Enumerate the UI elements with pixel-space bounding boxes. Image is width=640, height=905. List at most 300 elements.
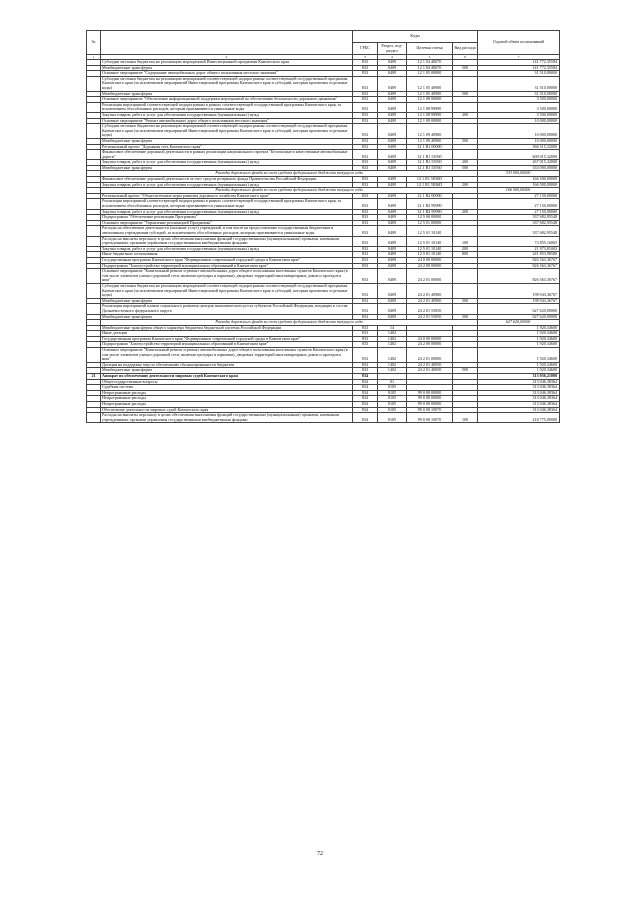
cell-amount: 627 620,00000 xyxy=(478,320,560,326)
cell-razdel: 0409 xyxy=(378,71,407,77)
cell-vid xyxy=(453,304,478,314)
cell-csr: 12 1 R1 53930 xyxy=(407,150,453,160)
cell-amount: 313 046,38364 xyxy=(478,407,560,413)
cell-grbs: 833 xyxy=(353,263,378,269)
cell-csr: 12 1 R1 00000 xyxy=(407,144,453,150)
header-index: 5 xyxy=(407,55,453,60)
cell-grbs: 833 xyxy=(353,331,378,337)
cell-vid: 500 xyxy=(453,165,478,171)
cell-name: Расходы на выплаты персоналу в целях обеспечения выполнения функций государственными (муниципальными) органами, казенными учреждениями, органами управления государственными внебюджетными фондами xyxy=(101,413,353,423)
budget-table-sheet xyxy=(86,30,559,423)
cell-name: Основное мероприятие "Обеспечение информационной поддержки мероприятий по обеспечению безопасности дорожного движения" xyxy=(101,97,353,103)
cell-razdel: 0409 xyxy=(378,144,407,150)
cell-csr: 12 1 R1 53930 xyxy=(407,165,453,171)
cell-csr: 12 1 05 40900 xyxy=(407,76,453,91)
cell-razdel: 1402 xyxy=(378,368,407,374)
cell-grbs: 833 xyxy=(353,257,378,263)
cell-csr: 12 1 R1 5836D xyxy=(407,182,453,188)
cell-razdel: 0409 xyxy=(378,298,407,304)
table-row xyxy=(87,348,560,363)
header-index: 1 xyxy=(87,55,101,60)
cell-name: Реализация мероприятий планов социального развития центров экономического роста субъектов Российской Федерации, входящих в состав Дальневосточного федерального округа xyxy=(101,304,353,314)
header-number: № xyxy=(87,31,101,55)
cell-amount: 313 046,38364 xyxy=(478,396,560,402)
cell-amount: 1 920,34600 xyxy=(478,368,560,374)
cell-csr: 99 0 00 00000 xyxy=(407,396,453,402)
cell-grbs: 833 xyxy=(353,91,378,97)
cell-vid: 100 xyxy=(453,413,478,423)
table-row xyxy=(87,102,560,112)
cell-razdel: 1402 xyxy=(378,362,407,368)
cell-vid: 200 xyxy=(453,182,478,188)
cell-vid: 200 xyxy=(453,160,478,166)
cell-csr: 12 1 R2 99990 xyxy=(407,209,453,215)
cell-amount: 27 150,00000 xyxy=(478,209,560,215)
cell-name: Межбюджетные трансферты xyxy=(101,138,353,144)
cell-number xyxy=(87,102,101,112)
cell-csr: 12 1 R1 53930 xyxy=(407,160,453,166)
cell-vid xyxy=(453,150,478,160)
cell-number xyxy=(87,199,101,209)
cell-number xyxy=(87,226,101,236)
cell-grbs: 834 xyxy=(353,413,378,423)
cell-razdel: 1402 xyxy=(378,342,407,348)
cell-grbs: 833 xyxy=(353,215,378,221)
cell-name: Дотации на поддержку мер по обеспечению сбалансированности бюджетов xyxy=(101,362,353,368)
cell-razdel: 0409 xyxy=(378,215,407,221)
cell-razdel: 0409 xyxy=(378,257,407,263)
table-row xyxy=(87,283,560,298)
cell-amount: 313 046,38364 xyxy=(478,402,560,408)
cell-razdel: 0409 xyxy=(378,138,407,144)
cell-grbs: 833 xyxy=(353,71,378,77)
cell-vid xyxy=(453,348,478,363)
cell-vid xyxy=(453,102,478,112)
cell-razdel: 0409 xyxy=(378,150,407,160)
cell-name: Межбюджетные трансферты xyxy=(101,298,353,304)
cell-razdel: 0409 xyxy=(378,112,407,118)
cell-amount: 141 772,35584 xyxy=(478,65,560,71)
cell-name: Реализация мероприятий соответствующей подпрограммы в рамках соответствующей государственной программы Камчатского края, за исключением обособленных расходов, которым присваиваются уникальные коды xyxy=(101,102,353,112)
cell-amount: 337 682,95548 xyxy=(478,226,560,236)
cell-grbs: 833 xyxy=(353,60,378,66)
cell-grbs: 833 xyxy=(353,236,378,246)
cell-razdel: 0409 xyxy=(378,124,407,139)
cell-grbs: 833 xyxy=(353,342,378,348)
cell-name: Расходы на выплаты персоналу в целях обеспечения выполнения функций государственными (муниципальными) органами, казенными учреждениями, органами управления государственными внебюджетными фондами xyxy=(101,236,353,246)
cell-name: Аппарат по обеспечению деятельности мировых судей Камчатского края xyxy=(101,374,353,380)
cell-grbs: 833 xyxy=(353,246,378,252)
cell-vid xyxy=(453,124,478,139)
cell-vid xyxy=(453,283,478,298)
cell-grbs: 833 xyxy=(353,252,378,258)
cell-grbs: 834 xyxy=(353,379,378,385)
cell-vid: 500 xyxy=(453,314,478,320)
cell-name: Основное мероприятие "Капитальный ремонт и ремонт автомобильных дорог общего пользования населенных пунктов Камчатского края (в том числе элементов улично-дорожной сети, включая тротуары и парковки), дворовых территорий многоквартирных домов и проездов к ним" xyxy=(101,348,353,363)
cell-name: Закупка товаров, работ и услуг для обеспечения государственных (муниципальных) нужд xyxy=(101,246,353,252)
cell-grbs: 833 xyxy=(353,220,378,226)
cell-number xyxy=(87,304,101,314)
cell-name: Субсидии местным бюджетам на реализацию мероприятий соответствующей подпрограммы соответствующей государственной программы Камчатского края (за исключением мероприятий Инвестиционной программы Камчатского края и субсидий, которым присвоены отдельные коды) xyxy=(101,76,353,91)
cell-number: 21 xyxy=(87,374,101,380)
cell-grbs: 833 xyxy=(353,182,378,188)
cell-razdel: 0409 xyxy=(378,65,407,71)
cell-grbs: 833 xyxy=(353,348,378,363)
header-grbs: ГРБС xyxy=(353,43,378,55)
cell-amount: 627 620,00000 xyxy=(478,304,560,314)
cell-grbs: 833 xyxy=(353,112,378,118)
cell-name: Межбюджетные трансферты xyxy=(101,65,353,71)
cell-amount: 3 500,00000 xyxy=(478,112,560,118)
cell-note: Расходы дорожного фонда за счет средств федерального бюджета текущего года xyxy=(101,171,478,177)
cell-csr: 12 5 01 00000 xyxy=(407,220,453,226)
cell-amount: 1 920,34600 xyxy=(478,348,560,363)
cell-csr: 12 5 01 10140 xyxy=(407,252,453,258)
cell-amount: 1 920,34600 xyxy=(478,342,560,348)
header-index: 3 xyxy=(353,55,378,60)
cell-name: Субсидии местным бюджетам на реализацию мероприятий Инвестиционной программы Камчатского края xyxy=(101,60,353,66)
cell-amount: 21 973,81003 xyxy=(478,246,560,252)
cell-grbs: 833 xyxy=(353,336,378,342)
cell-amount: 31 510,00000 xyxy=(478,91,560,97)
cell-csr: 24 2 01 40050 xyxy=(407,368,453,374)
cell-razdel: 0409 xyxy=(378,60,407,66)
cell-csr: 12 1 08 99990 xyxy=(407,102,453,112)
cell-grbs: 833 xyxy=(353,209,378,215)
cell-amount: 627 620,00000 xyxy=(478,314,560,320)
cell-csr: 12 1 09 40900 xyxy=(407,138,453,144)
cell-razdel: 0105 xyxy=(378,396,407,402)
cell-name: Расходы на обеспечение деятельности (оказание услуг) учреждений, в том числе на предоставление государственным бюджетным и автономным учреждениям субсидий, за исключением обособленных расходов, которым присваиваются уникальные коды xyxy=(101,226,353,236)
cell-name: Основное мероприятие "Содержание автомобильных дорог общего пользования местного значения" xyxy=(101,71,353,77)
cell-amount: 241 853,98580 xyxy=(478,252,560,258)
cell-number xyxy=(87,76,101,91)
cell-razdel: 0409 xyxy=(378,226,407,236)
cell-razdel: 0409 xyxy=(378,193,407,199)
cell-csr: 24 2 00 00000 xyxy=(407,342,453,348)
header-csr: Целевая статья xyxy=(407,43,453,55)
cell-grbs: 833 xyxy=(353,160,378,166)
cell-amount: 313 056,21000 xyxy=(478,374,560,380)
cell-grbs: 833 xyxy=(353,124,378,139)
cell-vid: 200 xyxy=(453,112,478,118)
cell-amount: 3 500,00000 xyxy=(478,102,560,112)
cell-amount: 313 046,38364 xyxy=(478,379,560,385)
cell-csr: 12 1 05 40900 xyxy=(407,91,453,97)
cell-razdel: 0409 xyxy=(378,314,407,320)
cell-amount: 10 000,00000 xyxy=(478,124,560,139)
cell-amount: 198 943,36767 xyxy=(478,298,560,304)
cell-grbs: 833 xyxy=(353,314,378,320)
cell-grbs: 833 xyxy=(353,150,378,160)
cell-amount: 166 500,00000 xyxy=(478,182,560,188)
cell-grbs: 833 xyxy=(353,325,378,331)
cell-name: Региональный проект "Общесистемные меры развития дорожного хозяйства Камчатского края" xyxy=(101,193,353,199)
cell-razdel: 0409 xyxy=(378,252,407,258)
cell-csr: 12 1 09 40900 xyxy=(407,124,453,139)
cell-amount: 27 150,00000 xyxy=(478,199,560,209)
cell-razdel: 0105 xyxy=(378,390,407,396)
cell-razdel: 14 xyxy=(378,325,407,331)
cell-csr: 24 2 01 55050 xyxy=(407,304,453,314)
cell-name: Закупка товаров, работ и услуг для обеспечения государственных (муниципальных) нужд xyxy=(101,112,353,118)
cell-csr: 99 0 00 00000 xyxy=(407,402,453,408)
cell-csr: 24 2 01 00000 xyxy=(407,348,453,363)
cell-amount: 218 775,00000 xyxy=(478,413,560,423)
cell-note: Расходы дорожного фонда за счет средств федерального бюджета текущего года xyxy=(101,188,478,194)
cell-csr: 99 0 00 10070 xyxy=(407,413,453,423)
cell-razdel: 1402 xyxy=(378,348,407,363)
cell-razdel: 01 xyxy=(378,379,407,385)
cell-name: Финансовое обеспечение дорожной деятельности в рамках реализации национального проекта "Безопасные и качественные автомобильные дороги" xyxy=(101,150,353,160)
cell-vid xyxy=(453,76,478,91)
cell-grbs: 833 xyxy=(353,199,378,209)
cell-amount: 10 000,00000 xyxy=(478,138,560,144)
cell-amount: 166 500,00000 xyxy=(478,188,560,194)
cell-name: Обеспечение деятельности мировых судей Камчатского края xyxy=(101,407,353,413)
header-codes: Коды xyxy=(353,31,478,43)
cell-razdel: 0409 xyxy=(378,209,407,215)
cell-vid: 500 xyxy=(453,91,478,97)
cell-name: Непрограммные расходы xyxy=(101,402,353,408)
cell-razdel: 0105 xyxy=(378,407,407,413)
cell-amount: 600 015,32000 xyxy=(478,150,560,160)
cell-amount: 31 510,00000 xyxy=(478,71,560,77)
cell-name: Подпрограмма "Благоустройство территорий муниципальных образований в Камчатском крае" xyxy=(101,263,353,269)
cell-amount: 10 000,00000 xyxy=(478,118,560,124)
cell-grbs: 834 xyxy=(353,407,378,413)
cell-vid: 200 xyxy=(453,246,478,252)
cell-number xyxy=(87,413,101,423)
cell-number xyxy=(87,269,101,284)
cell-number xyxy=(87,283,101,298)
cell-csr: 24 2 00 00000 xyxy=(407,263,453,269)
cell-name: Закупка товаров, работ и услуг для обеспечения государственных (муниципальных) нужд xyxy=(101,209,353,215)
cell-amount: 826 563,36767 xyxy=(478,257,560,263)
cell-vid: 200 xyxy=(453,209,478,215)
cell-csr: 24 2 01 55050 xyxy=(407,314,453,320)
header-name xyxy=(101,31,353,55)
header-razdel: Раздел, под-раздел xyxy=(378,43,407,55)
cell-amount: 27 150,00000 xyxy=(478,193,560,199)
cell-name: Межбюджетные трансферты xyxy=(101,314,353,320)
cell-amount: 141 772,35584 xyxy=(478,60,560,66)
table-row xyxy=(87,304,560,314)
table-row xyxy=(87,150,560,160)
cell-razdel: 0409 xyxy=(378,97,407,103)
cell-name: Субсидии местным бюджетам на реализацию мероприятий соответствующей подпрограммы соответствующей государственной программы Камчатского края (за исключением мероприятий Инвестиционной программы Камчатского края и субсидий, которым присвоены отдельные коды) xyxy=(101,283,353,298)
cell-name: Реализация мероприятий соответствующей подпрограммы в рамках соответствующей государственной программы Камчатского края, за исключением обособленных расходов, которым присваиваются уникальные коды xyxy=(101,199,353,209)
cell-grbs: 834 xyxy=(353,374,378,380)
cell-grbs: 833 xyxy=(353,304,378,314)
cell-vid: 500 xyxy=(453,368,478,374)
cell-csr: 12 1 R1 5836D xyxy=(407,177,453,183)
cell-csr: 12 1 08 99990 xyxy=(407,112,453,118)
cell-grbs: 834 xyxy=(353,385,378,391)
cell-amount: 1 920,34600 xyxy=(478,362,560,368)
table-row xyxy=(87,124,560,139)
cell-name: Судебная система xyxy=(101,385,353,391)
cell-grbs: 833 xyxy=(353,283,378,298)
cell-amount: 826 563,36767 xyxy=(478,263,560,269)
cell-grbs: 833 xyxy=(353,144,378,150)
cell-razdel: 1402 xyxy=(378,331,407,337)
cell-razdel: 0409 xyxy=(378,91,407,97)
cell-amount: 73 855,16065 xyxy=(478,236,560,246)
cell-razdel: 0409 xyxy=(378,118,407,124)
cell-grbs: 833 xyxy=(353,362,378,368)
cell-name: Межбюджетные трансферты xyxy=(101,368,353,374)
cell-amount: 267 015,32000 xyxy=(478,160,560,166)
cell-name: Иные дотации xyxy=(101,331,353,337)
cell-grbs: 834 xyxy=(353,402,378,408)
table-row xyxy=(87,226,560,236)
header-index: 4 xyxy=(378,55,407,60)
cell-razdel: 0105 xyxy=(378,402,407,408)
cell-razdel: 1402 xyxy=(378,336,407,342)
cell-name: Непрограммные расходы xyxy=(101,396,353,402)
cell-name: Общегосударственные вопросы xyxy=(101,379,353,385)
cell-name: Основное мероприятие "Капитальный ремонт и ремонт автомобильных дорог общего пользования населенных пунктов Камчатского края (в том числе элементов улично-дорожной сети, включая тротуары и парковки), дворовых территорий многоквартирных домов и проездов к ним" xyxy=(101,269,353,284)
cell-razdel: 0409 xyxy=(378,269,407,284)
cell-grbs: 833 xyxy=(353,177,378,183)
cell-vid: 500 xyxy=(453,138,478,144)
cell-razdel: 0409 xyxy=(378,160,407,166)
cell-razdel: 0409 xyxy=(378,102,407,112)
page-number: 72 xyxy=(317,851,323,857)
cell-grbs: 833 xyxy=(353,193,378,199)
cell-razdel: 0105 xyxy=(378,413,407,423)
table-header xyxy=(87,31,560,60)
cell-razdel: 0409 xyxy=(378,236,407,246)
cell-csr: 12 1 08 00000 xyxy=(407,97,453,103)
cell-grbs: 833 xyxy=(353,165,378,171)
cell-csr: 24 2 01 40050 xyxy=(407,362,453,368)
cell-name: Подпрограмма "Обеспечение реализации Программы" xyxy=(101,215,353,221)
cell-amount: 337 682,95548 xyxy=(478,220,560,226)
budget-table xyxy=(86,30,560,423)
cell-grbs: 833 xyxy=(353,76,378,91)
cell-razdel: 0409 xyxy=(378,304,407,314)
table-row xyxy=(87,269,560,284)
table-row xyxy=(87,413,560,423)
cell-amount: 1 920,34600 xyxy=(478,336,560,342)
cell-amount: 366 515,32000 xyxy=(478,144,560,150)
cell-vid xyxy=(453,199,478,209)
cell-amount: 333 000,00000 xyxy=(478,165,560,171)
cell-razdel: 0409 xyxy=(378,283,407,298)
cell-grbs: 833 xyxy=(353,102,378,112)
cell-amount: 31 510,00000 xyxy=(478,76,560,91)
cell-amount: 826 563,36767 xyxy=(478,269,560,284)
cell-csr: 12 1 09 00000 xyxy=(407,118,453,124)
cell-name: Иные бюджетные ассигнования xyxy=(101,252,353,258)
cell-grbs: 833 xyxy=(353,118,378,124)
cell-number xyxy=(87,150,101,160)
header-index: 7 xyxy=(478,55,560,60)
table-row xyxy=(87,236,560,246)
cell-razdel: 0409 xyxy=(378,177,407,183)
cell-csr: 12 1 05 00000 xyxy=(407,71,453,77)
cell-name: Основное мероприятие "Ремонт автомобильных дорог общего пользования местного значения" xyxy=(101,118,353,124)
cell-csr: 12 1 04 40670 xyxy=(407,60,453,66)
cell-csr: 24 2 01 40900 xyxy=(407,298,453,304)
cell-number xyxy=(87,236,101,246)
cell-csr: 99 0 00 00000 xyxy=(407,390,453,396)
cell-csr: 99 0 00 10070 xyxy=(407,407,453,413)
cell-number xyxy=(87,124,101,139)
cell-razdel: 0409 xyxy=(378,220,407,226)
cell-csr: 12 5 00 00000 xyxy=(407,215,453,221)
cell-name: Непрограммные расходы xyxy=(101,390,353,396)
header-amount: Годовой объем ассигнований xyxy=(478,31,560,55)
cell-grbs: 833 xyxy=(353,368,378,374)
cell-csr: 12 5 01 10140 xyxy=(407,226,453,236)
cell-amount: 1 920,34600 xyxy=(478,331,560,337)
cell-note: Расходы дорожного фонда за счет средств федерального бюджета текущего года xyxy=(101,320,478,326)
cell-amount: 333 000,00000 xyxy=(478,171,560,177)
cell-grbs: 833 xyxy=(353,298,378,304)
cell-vid xyxy=(453,269,478,284)
cell-vid: 800 xyxy=(453,252,478,258)
cell-razdel: 0409 xyxy=(378,263,407,269)
table-row xyxy=(87,76,560,91)
cell-amount: 198 943,36767 xyxy=(478,283,560,298)
header-index: 2 xyxy=(101,55,353,60)
cell-amount: 337 682,95548 xyxy=(478,215,560,221)
cell-name: Государственная программа Камчатского края "Формирование современной городской среды в Камчатском крае" xyxy=(101,336,353,342)
cell-grbs: 834 xyxy=(353,396,378,402)
cell-grbs: 833 xyxy=(353,65,378,71)
cell-name: Межбюджетные трансферты xyxy=(101,165,353,171)
table-body xyxy=(87,60,560,423)
cell-razdel: 0105 xyxy=(378,385,407,391)
cell-amount: 3 500,00000 xyxy=(478,97,560,103)
cell-csr: 24 2 01 00000 xyxy=(407,269,453,284)
cell-razdel: 0409 xyxy=(378,199,407,209)
cell-csr: 12 1 R2 99990 xyxy=(407,199,453,209)
cell-grbs: 833 xyxy=(353,226,378,236)
cell-amount: 166 500,00000 xyxy=(478,177,560,183)
cell-razdel: 0409 xyxy=(378,246,407,252)
cell-grbs: 833 xyxy=(353,97,378,103)
cell-name: Подпрограмма "Благоустройство территорий муниципальных образований в Камчатском крае" xyxy=(101,342,353,348)
cell-name: Основное мероприятие "Управление реализацией Программы" xyxy=(101,220,353,226)
cell-razdel: 0409 xyxy=(378,76,407,91)
cell-amount: 313 046,38364 xyxy=(478,385,560,391)
cell-amount: 1 920,34600 xyxy=(478,325,560,331)
cell-csr: 12 5 01 10140 xyxy=(407,246,453,252)
header-index: 6 xyxy=(453,55,478,60)
cell-name: Межбюджетные трансферты общего характера бюджетам бюджетной системы Российской Федерации xyxy=(101,325,353,331)
cell-razdel: 0409 xyxy=(378,182,407,188)
cell-amount: 313 046,38364 xyxy=(478,390,560,396)
cell-csr: 12 1 R2 00000 xyxy=(407,193,453,199)
cell-grbs: 833 xyxy=(353,138,378,144)
cell-name: Региональный проект "Дорожная сеть Камчатского края" xyxy=(101,144,353,150)
cell-grbs: 834 xyxy=(353,390,378,396)
cell-name: Межбюджетные трансферты xyxy=(101,91,353,97)
cell-csr: 24 0 00 00000 xyxy=(407,336,453,342)
cell-vid: 100 xyxy=(453,236,478,246)
cell-vid xyxy=(453,226,478,236)
table-row xyxy=(87,199,560,209)
cell-csr: 12 5 01 10140 xyxy=(407,236,453,246)
cell-name: Субсидии местным бюджетам на реализацию мероприятий соответствующей подпрограммы соответствующей государственной программы Камчатского края (за исключением мероприятий Инвестиционной программы Камчатского края и субсидий, которым присвоены отдельные коды) xyxy=(101,124,353,139)
cell-csr: 24 2 01 40900 xyxy=(407,283,453,298)
cell-number xyxy=(87,348,101,363)
cell-vid: 500 xyxy=(453,65,478,71)
